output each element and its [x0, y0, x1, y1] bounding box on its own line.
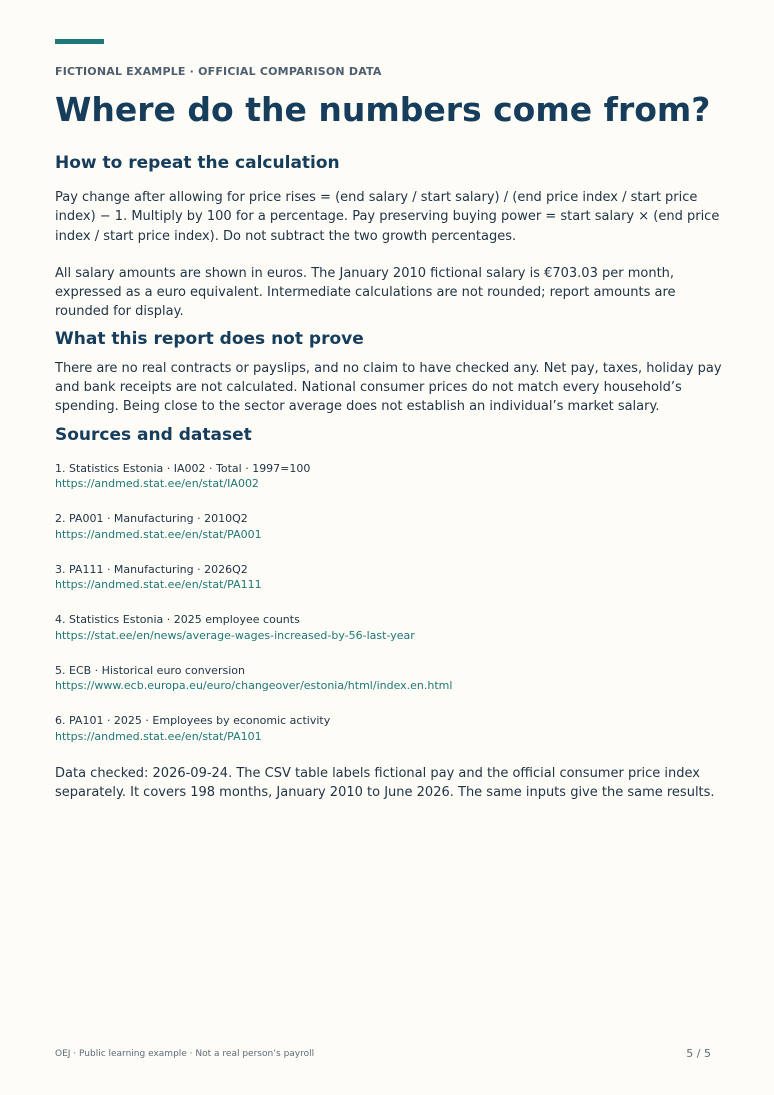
accent-bar — [55, 39, 104, 44]
source-link[interactable]: https://www.ecb.europa.eu/euro/changeover/estonia/html/index.en.html — [55, 679, 453, 693]
sources-heading: Sources and dataset — [55, 424, 252, 445]
page-title: Where do the numbers come from? — [55, 90, 711, 129]
source-name: 1. Statistics Estonia · IA002 · Total · 1997=100 — [55, 461, 311, 475]
source-link[interactable]: https://andmed.stat.ee/en/stat/PA101 — [55, 729, 262, 743]
source-link[interactable]: https://andmed.stat.ee/en/stat/PA001 — [55, 527, 262, 541]
source-name: 2. PA001 · Manufacturing · 2010Q2 — [55, 512, 248, 526]
source-item — [55, 562, 725, 593]
source-name: 5. ECB · Historical euro conversion — [55, 663, 245, 677]
source-name: 3. PA111 · Manufacturing · 2026Q2 — [55, 562, 248, 576]
source-link[interactable]: https://andmed.stat.ee/en/stat/PA111 — [55, 578, 262, 592]
sources-section — [55, 423, 725, 803]
page-number: 5 / 5 — [686, 1047, 711, 1060]
calculation-rounding-text: All salary amounts are shown in euros. The January 2010 fictional salary is €703.03 per month, expressed as a euro equivalent. Intermediate calculations are not rounded; report amounts are rounded for display. — [55, 265, 676, 320]
source-link[interactable]: https://stat.ee/en/news/average-wages-increased-by-56-last-year — [55, 628, 415, 642]
data-checked-note: Data checked: 2026-09-24. The CSV table labels fictional pay and the official consumer price index separately. It covers 198 months, January 2010 to June 2026. The same inputs give the same results. — [55, 765, 715, 800]
calculation-heading: How to repeat the calculation — [55, 153, 340, 173]
source-name: 4. Statistics Estonia · 2025 employee counts — [55, 613, 300, 627]
sources-list — [55, 461, 725, 745]
limitations-heading: What this report does not prove — [55, 328, 364, 349]
source-item — [55, 713, 725, 744]
calculation-section — [55, 151, 725, 322]
limitations-section — [55, 327, 725, 417]
source-item — [55, 511, 725, 542]
source-item — [55, 663, 725, 694]
source-item — [55, 461, 725, 492]
footer-disclaimer: OEJ · Public learning example · Not a real person’s payroll — [55, 1049, 315, 1059]
limitations-text: There are no real contracts or payslips, and no claim to have checked any. Net pay, taxes, holiday pay and bank receipts are not calculated. National consumer prices do not match every household’s spending. Being close to the sector average does not establish an individual’s market salary. — [55, 360, 722, 415]
source-name: 6. PA101 · 2025 · Employees by economic activity — [55, 714, 331, 728]
document-kicker: FICTIONAL EXAMPLE · OFFICIAL COMPARISON DATA — [55, 65, 382, 78]
source-link[interactable]: https://andmed.stat.ee/en/stat/IA002 — [55, 477, 259, 491]
main-content — [55, 151, 725, 802]
calculation-formula-text: Pay change after allowing for price rises = (end salary / start salary) / (end price index / start price index) − 1. Multiply by 100 for a percentage. Pay preserving buying power = start salary × (end price index / start price index). Do not subtract the two growth percentages. — [55, 190, 720, 244]
source-item — [55, 612, 725, 643]
